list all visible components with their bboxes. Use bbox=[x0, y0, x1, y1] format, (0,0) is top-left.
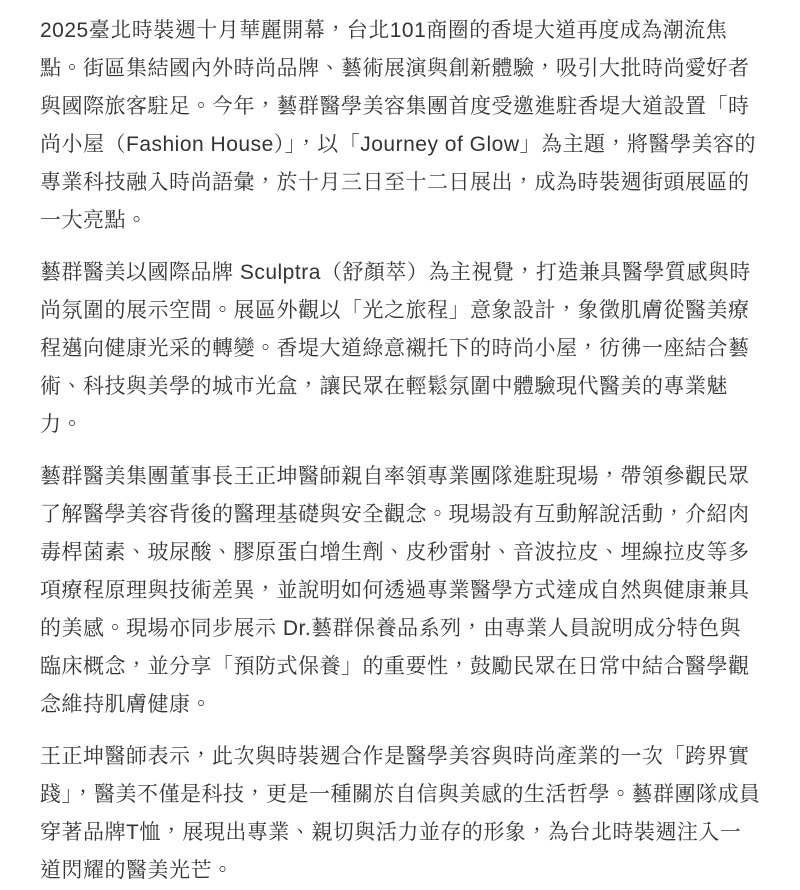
paragraph-onsite-activities: 藝群醫美集團董事長王正坤醫師親自率領專業團隊進駐現場，帶領參觀民眾了解醫學美容背後的醫理基礎與安全觀念。現場設有互動解說活動，介紹肉毒桿菌素、玻尿酸、膠原蛋白增生劑、皮秒雷射、音波拉皮、埋線拉皮等多項療程原理與技術差異，並說明如何透過專業醫學方式達成自然與健康兼具的美感。現場亦同步展示 Dr.藝群保養品系列，由專業人員說明成分特色與臨床概念，並分享「預防式保養」的重要性，鼓勵民眾在日常中結合醫學觀念維持肌膚健康。 bbox=[40, 465, 750, 716]
paragraph-opening: 2025臺北時裝週十月華麗開幕，台北101商圈的香堤大道再度成為潮流焦點。街區集結國內外時尚品牌、藝術展演與創新體驗，吸引大批時尚愛好者與國際旅客駐足。今年，藝群醫學美容集團首度受邀進駐香堤大道設置「時尚小屋（Fashion House）」，以「Journey of Glow」為主題，將醫學美容的專業科技融入時尚語彙，於十月三日至十二日展出，成為時裝週街頭展區的一大亮點。 bbox=[40, 19, 756, 232]
paragraph-exhibit-design: 藝群醫美以國際品牌 Sculptra（舒顏萃）為主視覺，打造兼具醫學質感與時尚氛圍的展示空間。展區外觀以「光之旅程」意象設計，象徵肌膚從醫美療程邁向健康光采的轉變。香堤大道綠意襯托下的時尚小屋，彷彿一座結合藝術、科技與美學的城市光盒，讓民眾在輕鬆氛圍中體驗現代醫美的專業魅力。 bbox=[40, 261, 751, 436]
paragraph-closing-quote: 王正坤醫師表示，此次與時裝週合作是醫學美容與時尚產業的一次「跨界實踐」，醫美不僅是科技，更是一種關於自信與美感的生活哲學。藝群團隊成員穿著品牌T恤，展現出專業、親切與活力並存的形象，為台北時裝週注入一道閃耀的醫美光芒。 bbox=[40, 745, 761, 882]
